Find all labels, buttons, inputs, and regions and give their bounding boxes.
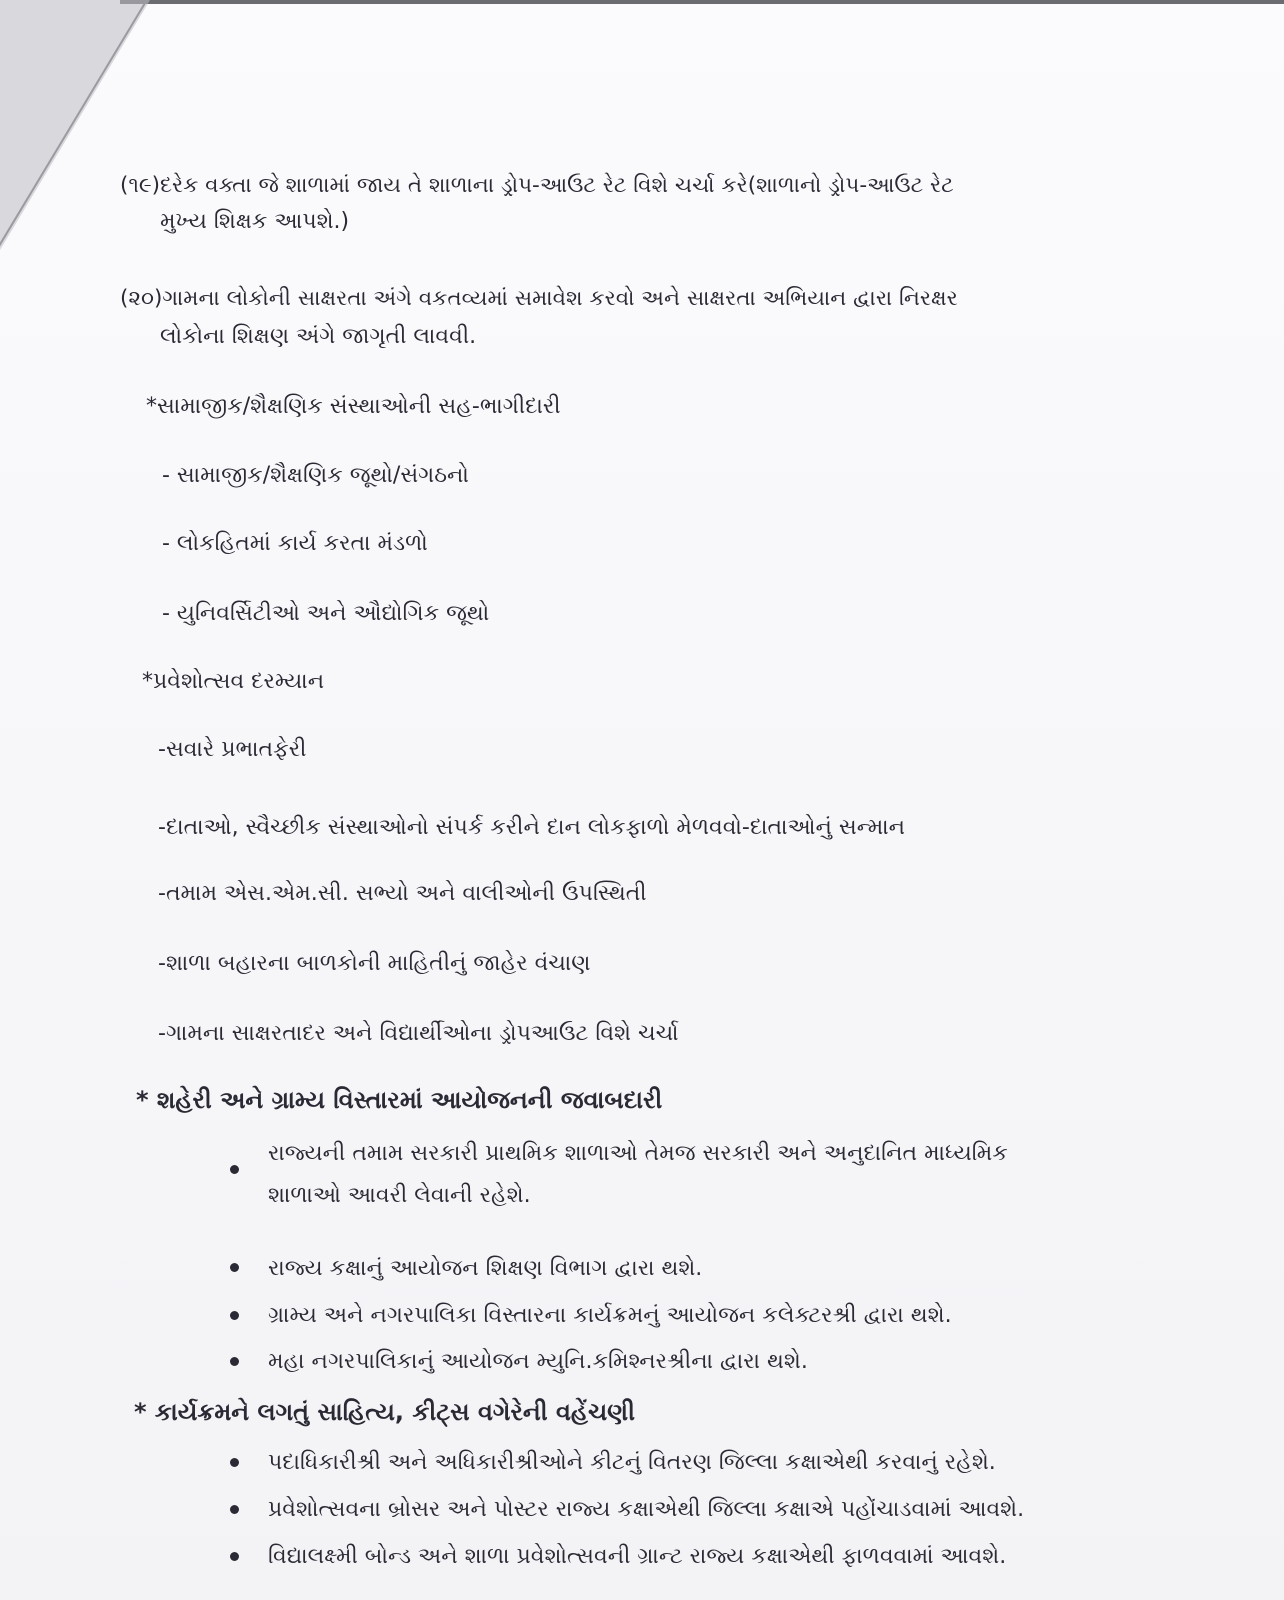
responsibility-bullet-1-line-2: શાળાઓ આવરી લેવાની રહેશે. [268, 1183, 531, 1208]
bullet-dot [230, 1263, 239, 1272]
distribution-bullet-2: પ્રવેશોત્સવના બ્રોસર અને પોસ્ટર રાજ્ય કક્ષાએથી જિલ્લા કક્ષાએ પહોંચાડવામાં આવશે. [268, 1497, 1025, 1522]
during-item-2: -દાતાઓ, સ્વૈચ્છીક સંસ્થાઓનો સંપર્ક કરીને દાન લોકફાળો મેળવવો-દાતાઓનું સન્માન [158, 815, 906, 840]
participation-item-1: - સામાજીક/શૈક્ષણિક જૂથો/સંગઠનો [162, 463, 469, 488]
during-item-3: -તમામ એસ.એમ.સી. સભ્યો અને વાલીઓની ઉપસ્થિતી [158, 881, 647, 906]
bullet-dot [230, 1458, 239, 1467]
para-20-line-1: (૨૦)ગામના લોકોની સાક્ષરતા અંગે વકતવ્યમાં સમાવેશ કરવો અને સાક્ષરતા અભિયાન દ્વારા નિરક્ષર [120, 286, 958, 311]
section-during-title: *પ્રવેશોત્સવ દરમ્યાન [142, 669, 325, 694]
para-20-line-2: લોકોના શિક્ષણ અંગે જાગૃતી લાવવી. [160, 324, 477, 349]
responsibility-bullet-4: મહા નગરપાલિકાનું આયોજન મ્યુનિ.કમિશ્નરશ્રીના દ્વારા થશે. [268, 1349, 808, 1374]
during-item-4: -શાળા બહારના બાળકોની માહિતીનું જાહેર વંચાણ [158, 951, 591, 976]
page-top-edge [120, 0, 1284, 4]
during-item-5: -ગામના સાક્ષરતાદર અને વિદ્યાર્થીઓના ડ્રોપઆઉટ વિશે ચર્ચા [158, 1021, 679, 1046]
responsibility-bullet-2: રાજ્ય કક્ષાનું આયોજન શિક્ષણ વિભાગ દ્વારા થશે. [268, 1256, 703, 1281]
participation-item-3: - યુનિવર્સિટીઓ અને ઔદ્યોગિક જૂથો [162, 601, 490, 626]
bullet-dot [230, 1165, 239, 1174]
para-19-line-1: (૧૯)દરેક વક્તા જે શાળામાં જાય તે શાળાના ડ્રોપ-આઉટ રેટ વિશે ચર્ચા કરે(શાળાનો ડ્રોપ-આઉટ રેટ [120, 173, 954, 198]
section-responsibility-title: * શહેરી અને ગ્રામ્ય વિસ્તારમાં આયોજનની જવાબદારી [136, 1086, 663, 1114]
during-item-1: -સવારે પ્રભાતફેરી [158, 737, 307, 762]
responsibility-bullet-1-line-1: રાજ્યની તમામ સરકારી પ્રાથમિક શાળાઓ તેમજ સરકારી અને અનુદાનિત માધ્યમિક [268, 1141, 1008, 1166]
bullet-dot [230, 1552, 239, 1561]
participation-item-2: - લોકહિતમાં કાર્ય કરતા મંડળો [162, 531, 428, 556]
bullet-dot [230, 1311, 239, 1320]
distribution-bullet-1: પદાધિકારીશ્રી અને અધિકારીશ્રીઓને કીટનું વિતરણ જિલ્લા કક્ષાએથી કરવાનું રહેશે. [268, 1450, 996, 1475]
section-participation-title: *સામાજીક/શૈક્ષણિક સંસ્થાઓની સહ-ભાગીદારી [146, 394, 561, 419]
responsibility-bullet-3: ગ્રામ્ય અને નગરપાલિકા વિસ્તારના કાર્યક્રમનું આયોજન કલેક્ટરશ્રી દ્વારા થશે. [268, 1303, 952, 1328]
bullet-dot [230, 1505, 239, 1514]
bullet-dot [230, 1357, 239, 1366]
para-19-line-2: મુખ્ય શિક્ષક આપશે.) [160, 209, 350, 234]
distribution-bullet-3: વિદ્યાલક્ષ્મી બોન્ડ અને શાળા પ્રવેશોત્સવની ગ્રાન્ટ રાજ્ય કક્ષાએથી ફાળવવામાં આવશે. [268, 1544, 1007, 1569]
section-distribution-title: * કાર્યક્રમને લગતું સાહિત્ય, કીટ્સ વગેરેની વહેંચણી [134, 1398, 635, 1426]
page-corner-fold [0, 0, 150, 250]
